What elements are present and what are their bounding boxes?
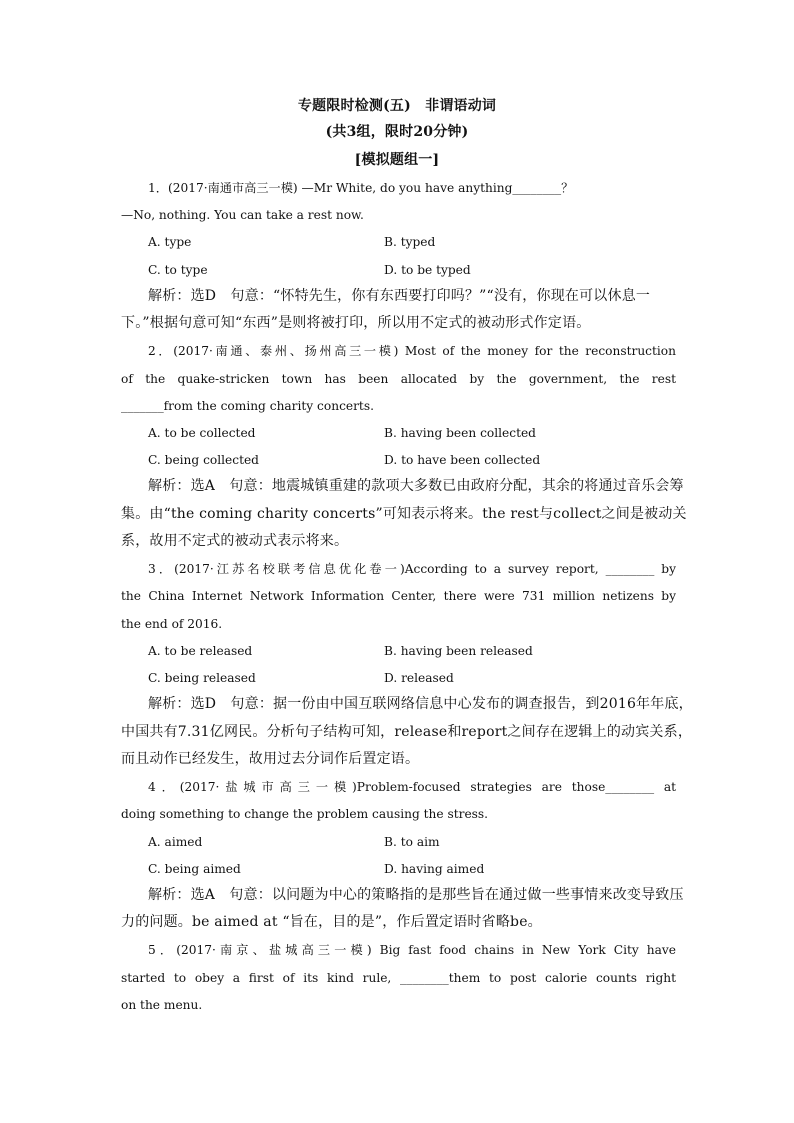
q3-stem-line3: the end of 2016. — [121, 617, 223, 631]
q2-stem-line3: _______from the coming charity concerts. — [121, 399, 374, 413]
q1-option-c: C. to type — [148, 263, 208, 277]
q2-explanation-line1: 解析：选A 句意：地震城镇重建的款项大多数已由政府分配，其余的将通过音乐会筹 — [148, 478, 684, 494]
document-title: 专题限时检测(五) 非谓语动词 — [297, 98, 497, 114]
q3-explanation-line3: 而且动作已经发生，故用过去分词作后置定语。 — [121, 751, 420, 767]
q2-option-d: D. to have been collected — [384, 453, 541, 467]
q2-explanation-line2: 集。由“the coming charity concerts”可知表示将来。the rest与collect之间是被动关 — [121, 506, 687, 522]
q2-option-c: C. being collected — [148, 453, 259, 467]
q1-explanation-line2: 下。”根据句意可知“东西”是则将被打印，所以用不定式的被动形式作定语。 — [121, 315, 591, 331]
q4-option-b: B. to aim — [384, 835, 440, 849]
q4-stem-line2: doing something to change the problem causing the stress. — [121, 807, 489, 821]
document-subtitle: (共3组，限时20分钟) — [325, 124, 469, 140]
q5-stem-line1: 5．(2017·南京、盐城高三一模) Big fast food chains in New York City have — [148, 943, 676, 957]
q1-option-b: B. typed — [384, 235, 436, 249]
q1-stem: 1．(2017·南通市高三一模) —Mr White, do you have anything________？ — [148, 181, 574, 195]
q3-explanation-line1: 解析：选D 句意：据一份由中国互联网络信息中心发布的调查报告，到2016年年底， — [148, 696, 693, 712]
q3-option-c: C. being released — [148, 671, 256, 685]
q5-stem-line3: on the menu. — [121, 998, 203, 1012]
q4-option-a: A. aimed — [148, 835, 203, 849]
q4-option-d: D. having aimed — [384, 862, 485, 876]
q4-explanation-line1: 解析：选A 句意：以问题为中心的策略指的是那些旨在通过做一些事情来改变导致压 — [148, 887, 684, 903]
q1-line2: —No, nothing. You can take a rest now. — [121, 208, 364, 222]
q2-stem-line2: of the quake-stricken town has been allocated by the government, the rest — [121, 372, 676, 386]
q4-option-c: C. being aimed — [148, 862, 241, 876]
q1-option-d: D. to be typed — [384, 263, 471, 277]
q2-option-a: A. to be collected — [148, 426, 256, 440]
q1-explanation-line1: 解析：选D 句意：“怀特先生，你有东西要打印吗？”“没有，你现在可以休息一 — [148, 288, 651, 304]
q2-explanation-line3: 系，故用不定式的被动式表示将来。 — [121, 533, 349, 549]
q1-option-a: A. type — [148, 235, 192, 249]
q3-stem-line1: 3．(2017·江苏名校联考信息优化卷一)According to a survey report, ________ by — [148, 562, 676, 576]
q4-explanation-line2: 力的问题。be aimed at “旨在，目的是”，作后置定语时省略be。 — [121, 914, 542, 930]
q3-option-d: D. released — [384, 671, 454, 685]
q3-option-b: B. having been released — [384, 644, 533, 658]
q5-stem-line2: started to obey a first of its kind rule, ________them to post calorie counts right — [121, 971, 676, 985]
q3-stem-line2: the China Internet Network Information Center, there were 731 million netizens by — [121, 589, 676, 603]
q2-option-b: B. having been collected — [384, 426, 536, 440]
group-heading: [模拟题组一] — [354, 152, 440, 168]
q4-stem-line1: 4．(2017·盐城市高三一模)Problem-focused strategies are those________ at — [148, 780, 676, 794]
q3-option-a: A. to be released — [148, 644, 253, 658]
q3-explanation-line2: 中国共有7.31亿网民。分析句子结构可知，release和report之间存在逻辑上的动宾关系， — [121, 724, 693, 740]
q2-stem-line1: 2．(2017·南通、泰州、扬州高三一模) Most of the money for the reconstruction — [148, 344, 676, 358]
